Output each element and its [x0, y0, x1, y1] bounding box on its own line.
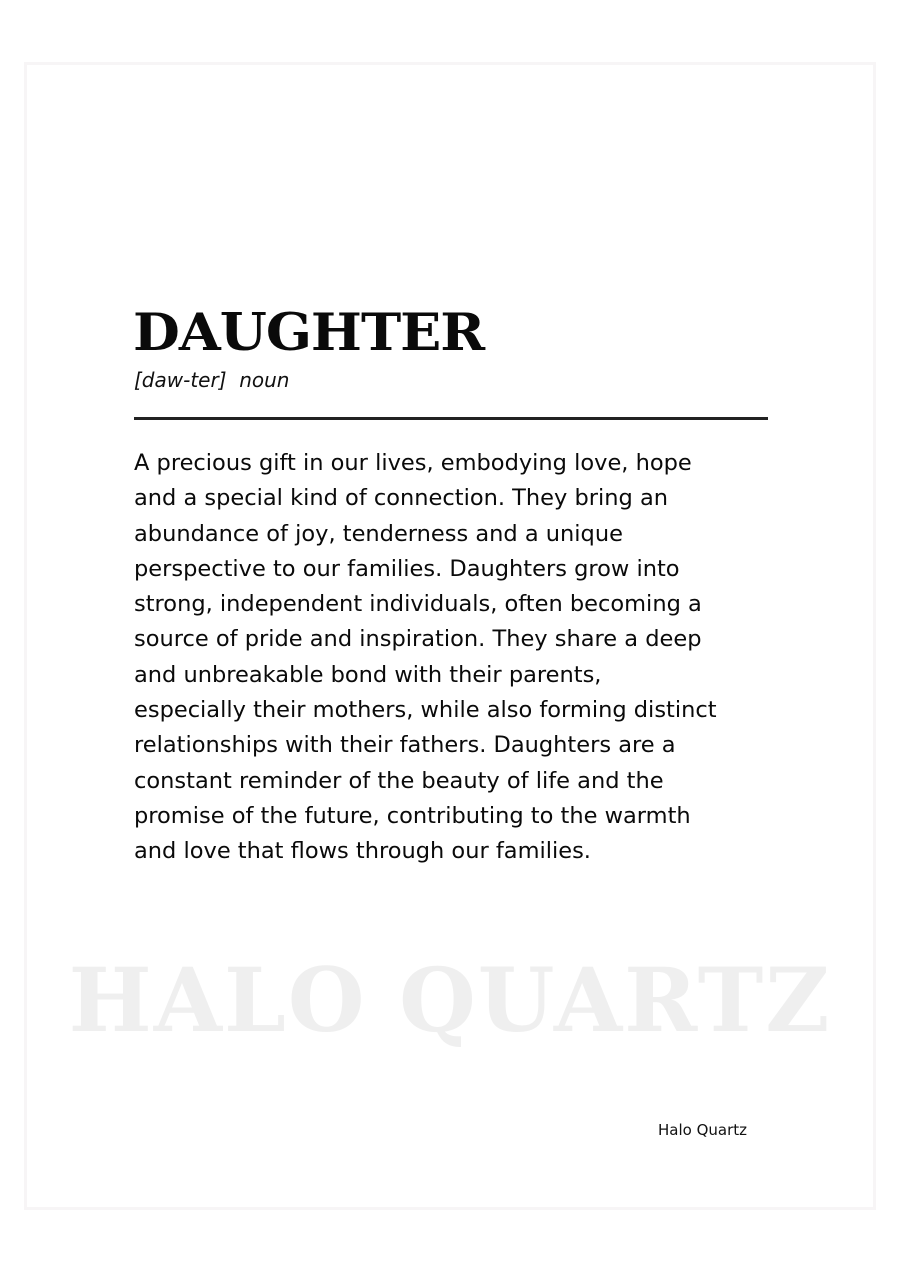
divider — [134, 417, 768, 420]
definition-line: source of pride and inspiration. They share a deep — [134, 626, 702, 653]
definition-line: promise of the future, contributing to the warmth — [134, 802, 691, 829]
definition-line: and unbreakable bond with their parents, — [134, 661, 602, 688]
definition-line: relationships with their fathers. Daughters are a — [134, 732, 676, 759]
definition-line: abundance of joy, tenderness and a unique — [134, 520, 623, 547]
watermark: HALO QUARTZ — [68, 948, 832, 1052]
word-title: DAUGHTER — [133, 301, 485, 363]
definition — [134, 446, 717, 870]
definition-line: strong, independent individuals, often becoming a — [134, 591, 702, 618]
definition-line: perspective to our families. Daughters grow into — [134, 555, 680, 582]
signature: Halo Quartz — [658, 1121, 748, 1139]
definition-line: especially their mothers, while also forming distinct — [134, 697, 717, 724]
definition-line: constant reminder of the beauty of life and the — [134, 767, 664, 794]
pronunciation: [daw-ter] noun — [134, 368, 290, 392]
definition-line: and a special kind of connection. They bring an — [134, 485, 669, 512]
definition-line: A precious gift in our lives, embodying love, hope — [134, 450, 692, 476]
definition-line: and love that flows through our families. — [134, 838, 591, 865]
